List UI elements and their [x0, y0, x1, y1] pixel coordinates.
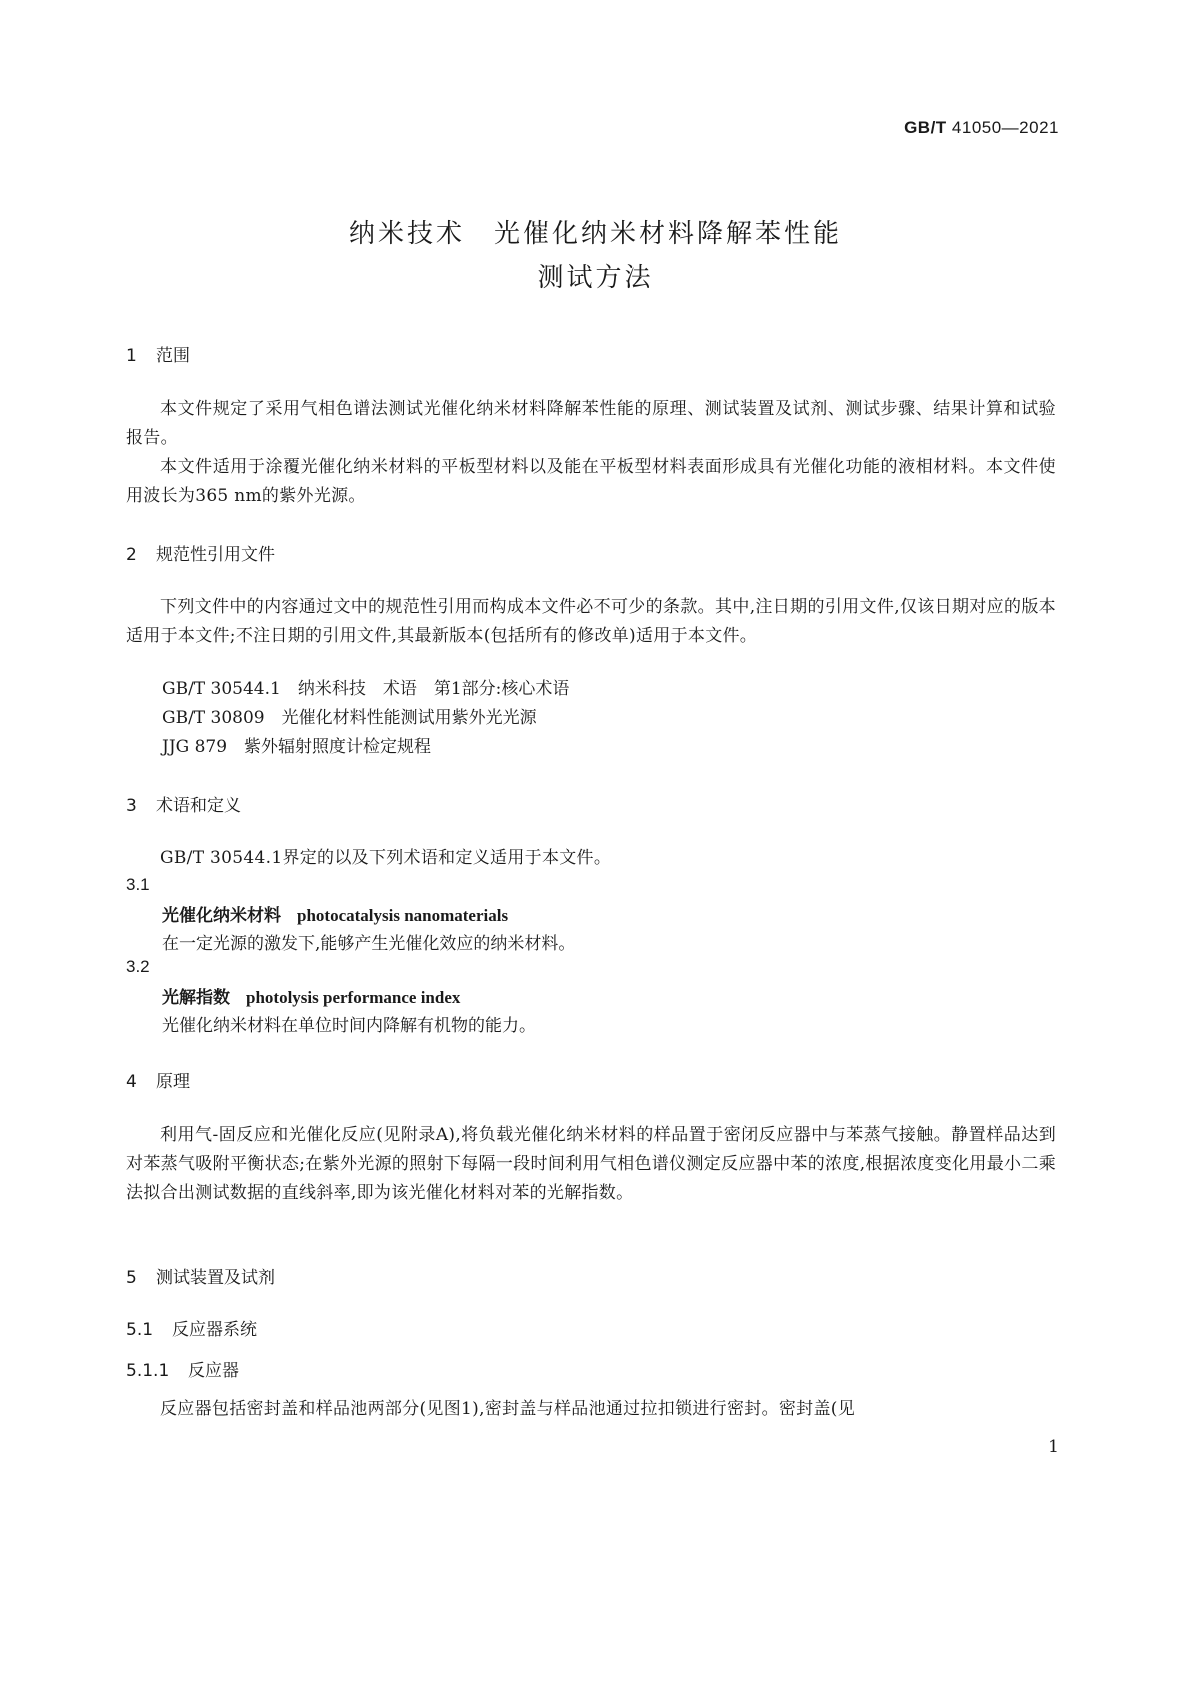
- title-line-2: 测试方法: [537, 263, 654, 293]
- page-number: 1: [1048, 1437, 1059, 1457]
- standard-number: 41050—2021: [951, 118, 1059, 137]
- section-title: 术语和定义: [156, 796, 241, 816]
- document-title: [0, 212, 1191, 300]
- section-1-paragraph-2: 本文件适用于涂覆光催化纳米材料的平板型材料以及能在平板型材料表面形成具有光催化功能的液相材料。本文件使用波长为365 nm的紫外光源。: [126, 457, 1056, 506]
- subsection-number: 5.1.1: [126, 1361, 170, 1381]
- standard-code: [904, 118, 1059, 138]
- section-2-paragraph-1: 下列文件中的内容通过文中的规范性引用而构成本文件必不可少的条款。其中,注日期的引用文件,仅该日期对应的版本适用于本文件;不注日期的引用文件,其最新版本(包括所有的修改单)适用于本文件。: [126, 597, 1056, 646]
- section-1-paragraph-1: 本文件规定了采用气相色谱法测试光催化纳米材料降解苯性能的原理、测试装置及试剂、测试步骤、结果计算和试验报告。: [126, 399, 1056, 448]
- section-number: 3: [126, 796, 137, 816]
- section-number: 5: [126, 1268, 137, 1288]
- section-number: 2: [126, 545, 137, 565]
- term-english: photolysis performance index: [246, 988, 461, 1007]
- section-3-paragraph-1: GB/T 30544.1界定的以及下列术语和定义适用于本文件。: [160, 848, 612, 868]
- section-number: 1: [126, 346, 137, 366]
- section-number: 4: [126, 1072, 137, 1092]
- section-title: 原理: [156, 1072, 190, 1092]
- section-4-heading: [126, 1067, 190, 1092]
- term-number: 3.1: [126, 875, 150, 894]
- reference-item: GB/T 30544.1 纳米科技 术语 第1部分:核心术语: [162, 679, 570, 699]
- title-line-1: 纳米技术 光催化纳米材料降解苯性能: [348, 219, 842, 249]
- subsection-number: 5.1: [126, 1320, 154, 1340]
- term-definition: 在一定光源的激发下,能够产生光催化效应的纳米材料。: [162, 934, 576, 954]
- section-title: 测试装置及试剂: [156, 1268, 275, 1288]
- term-number: 3.2: [126, 957, 150, 976]
- reference-item: GB/T 30809 光催化材料性能测试用紫外光光源: [162, 708, 537, 728]
- standard-prefix: GB/T: [904, 118, 947, 137]
- term-heading: [162, 983, 460, 1008]
- section-1-heading: [126, 341, 190, 366]
- section-5-1-1-paragraph-1: 反应器包括密封盖和样品池两部分(见图1),密封盖与样品池通过拉扣锁进行密封。密封盖(见: [160, 1399, 856, 1419]
- section-2-heading: [126, 540, 275, 565]
- subsection-5-1-heading: [126, 1315, 257, 1340]
- term-chinese: 光解指数: [162, 988, 230, 1008]
- term-definition: 光催化纳米材料在单位时间内降解有机物的能力。: [162, 1016, 536, 1036]
- section-title: 规范性引用文件: [156, 545, 275, 565]
- section-title: 范围: [156, 346, 190, 366]
- term-english: photocatalysis nanomaterials: [297, 906, 509, 925]
- term-chinese: 光催化纳米材料: [162, 906, 281, 926]
- subsection-5-1-1-heading: [126, 1356, 239, 1381]
- term-heading: [162, 901, 508, 926]
- section-3-heading: [126, 791, 241, 816]
- section-5-heading: [126, 1263, 275, 1288]
- subsection-title: 反应器系统: [172, 1320, 257, 1340]
- reference-item: JJG 879 紫外辐射照度计检定规程: [162, 737, 432, 757]
- section-4-paragraph-1: 利用气-固反应和光催化反应(见附录A),将负载光催化纳米材料的样品置于密闭反应器中与苯蒸气接触。静置样品达到对苯蒸气吸附平衡状态;在紫外光源的照射下每隔一段时间利用气相色谱仪测定反应器中苯的浓度,根据浓度变化用最小二乘法拟合出测试数据的直线斜率,即为该光催化材料对苯的光解指数。: [126, 1125, 1056, 1203]
- subsection-title: 反应器: [188, 1361, 239, 1381]
